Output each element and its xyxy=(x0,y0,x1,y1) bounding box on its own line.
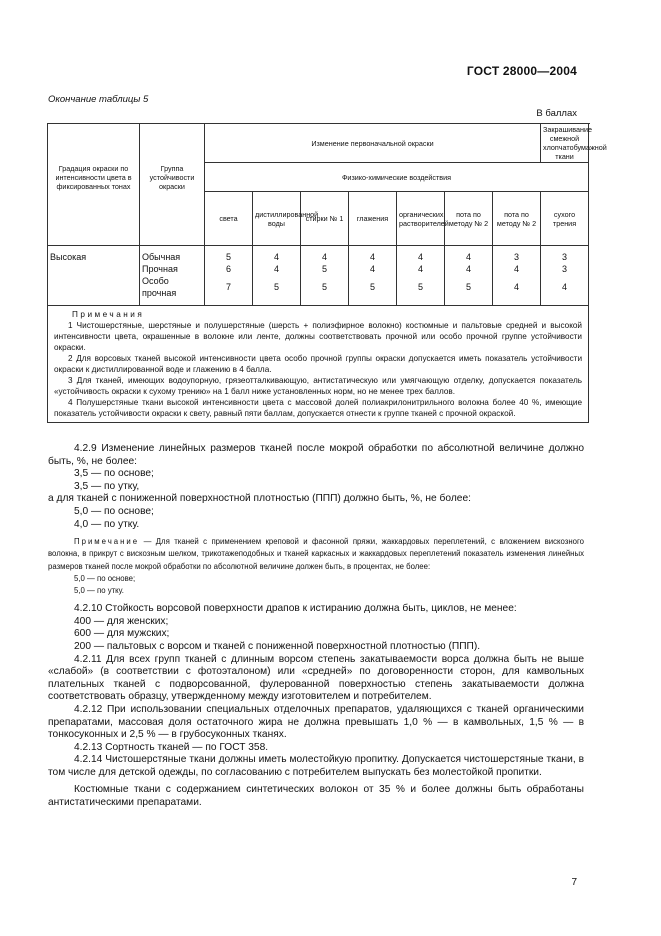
shade-value: Высокая xyxy=(48,246,140,306)
page-number: 7 xyxy=(571,877,577,888)
clause-4-2-9: 4.2.9 Изменение линейных размеров тканей после мокрой обработки по абсолютной величине должно быть, %, не более: xyxy=(48,443,584,467)
clause-4-2-9-item: 3,5 — по основе; xyxy=(74,468,154,480)
value-column-sweat-staining: 3 4 4 xyxy=(493,246,541,306)
group-durable: Прочная xyxy=(142,264,178,274)
clause-last-paragraph: Костюмные ткани с содержанием синтетических волокон от 35 % и более должны быть обработаны антистатическими препаратами. xyxy=(48,784,584,809)
notes-title: Примечания xyxy=(72,310,145,319)
table-note-4: 4 Полушерстяные ткани высокой интенсивности цвета с массовой долей полиакрилонитрильного волокна более 40 %, имеющие показатель устойчивости окраски к свету, равный пяти баллам, допускается отнести к группе тканей с прочной окраской. xyxy=(54,398,583,418)
table-notes xyxy=(48,306,589,423)
table-note-3: 3 Для тканей, имеющих водоупорную, грязеотталкивающую, антистатическую или умягчающую отделку, допускается показатель «устойчивость окраски к сухому трению» на 1 балл ниже установленных норм, но не менее трех баллов. xyxy=(54,376,583,396)
group-values xyxy=(140,246,205,306)
group-extra-durable: Особо прочная xyxy=(142,276,177,298)
group-ordinary: Обычная xyxy=(142,252,181,262)
clause-4-2-13: 4.2.13 Сортность тканей — по ГОСТ 358. xyxy=(74,741,269,753)
clause-4-2-10-item: 600 — для мужских; xyxy=(74,628,170,640)
value-column-sweat-change: 4 4 5 xyxy=(445,246,493,306)
header-group: Группа устойчивости окраски xyxy=(140,163,205,192)
value-column-distilled-water: 4 4 5 xyxy=(253,246,301,306)
value-column-organic-solvents: 4 4 5 xyxy=(397,246,445,306)
subheader-organic-solvents: органических растворителей xyxy=(397,192,445,246)
note-item: 5,0 — по утку. xyxy=(74,585,124,595)
subheader-sweat-staining: пота по методу № 2 xyxy=(493,192,541,246)
fastness-table xyxy=(47,123,607,423)
note-item: 5,0 — по основе; xyxy=(74,573,136,583)
clause-4-2-12: 4.2.12 При использовании специальных отделочных препаратов, удаляющихся с тканей органическими препаратами, массовая доля остаточного жира не должна превышать 1,0 % — в камвольных, 1,5 % — в тонкосуконных и 2,5 % — в грубосуконных тканях. xyxy=(48,703,584,741)
header-blank-shade-bottom xyxy=(48,192,140,246)
table-units: В баллах xyxy=(536,108,577,119)
clause-4-2-9-item: 5,0 — по основе; xyxy=(74,505,154,517)
header-blank-group-bottom xyxy=(140,192,205,246)
body-text xyxy=(48,443,584,810)
value-column-washing: 4 5 5 xyxy=(301,246,349,306)
clause-4-2-10: 4.2.10 Стойкость ворсовой поверхности драпов к истиранию должна быть, циклов, не менее: xyxy=(74,603,517,615)
clause-4-2-9-continuation: а для тканей с пониженной поверхностной плотностью (ППП) должно быть, %, не более: xyxy=(48,493,471,505)
document-code: ГОСТ 28000—2004 xyxy=(466,64,577,78)
header-blank-group xyxy=(140,124,205,163)
header-change-original: Изменение первоначальной окраски xyxy=(205,124,541,163)
subheader-light: света xyxy=(205,192,253,246)
table-note-1: 1 Чистошерстяные, шерстяные и полушерстяные (шерсть + полиэфирное волокно) костюмные и пальтовые средней и высокой интенсивности цвета, окрашенные в волокне или ленте, должны соответствовать прочной или особо прочной группе устойчивости окраски. xyxy=(54,321,583,352)
table-caption: Окончание таблицы 5 xyxy=(48,94,149,105)
table-note-2: 2 Для ворсовых тканей высокой интенсивности цвета особо прочной группы окраски допускается иметь показатель устойчивости окраски к дистиллированной воде и глажению в 4 балла. xyxy=(54,354,583,374)
clause-4-2-9-item: 4,0 — по утку. xyxy=(74,518,140,530)
note-text: — Для тканей с применением креповой и фасонной пряжи, жаккардовых переплетений, с вложением вискозного волокна, в прикрут с вискозным шелком, трикотажеподобных и тканей каркасных и жаккардовых переплетений показатель изменения линейных размеров тканей после мокрой обработки по абсолютной величине должен быть, в процентах, не более: xyxy=(48,537,585,571)
note-label: Примечание xyxy=(74,537,140,547)
clause-4-2-9-note xyxy=(48,536,584,573)
subheader-washing: стирки № 1 xyxy=(301,192,349,246)
clause-4-2-9-item: 3,5 — по утку, xyxy=(74,480,140,492)
clause-4-2-14: 4.2.14 Чистошерстяные ткани должны иметь молестойкую пропитку. Допускается чистошерстяные ткани, в том числе для детской одежды, по согласованию с потребителем выпускать без молестойкой пропитки. xyxy=(48,754,584,778)
subheader-distilled-water: дистиллированной воды xyxy=(253,192,301,246)
value-column-light: 5 6 7 xyxy=(205,246,253,306)
value-column-dry-rubbing: 3 3 4 xyxy=(541,246,589,306)
subheader-ironing: глажения xyxy=(349,192,397,246)
value-column-ironing: 4 4 5 xyxy=(349,246,397,306)
header-blank-shade xyxy=(48,124,140,163)
header-staining: Закрашивание смежной хлопчатобумажной ткани xyxy=(541,124,589,163)
clause-4-2-11: 4.2.11 Для всех групп тканей с длинным ворсом степень закатываемости ворса должна быть не выше «слабой» (в соответствии с фотоэталоном) или «средней» по договоренности сторон, для камвольных плательных тканей с подворсованной, фулерованной поверхностью степень закатываемости должна соответствовать образцу, утвержденному между изготовителем и потребителем. xyxy=(48,653,584,703)
subheader-dry-rubbing: сухого трения xyxy=(541,192,589,246)
subheader-sweat-change: пота по методу № 2 xyxy=(445,192,493,246)
clause-4-2-10-item: 200 — пальтовых с ворсом и тканей с пониженной поверхностной плотностью (ППП). xyxy=(74,640,481,652)
header-shade: Градация окраски по интенсивности цвета в фиксированных тонах xyxy=(48,163,140,192)
clause-4-2-10-item: 400 — для женских; xyxy=(74,615,169,627)
header-physchem: Физико-химические воздействия xyxy=(205,163,589,192)
